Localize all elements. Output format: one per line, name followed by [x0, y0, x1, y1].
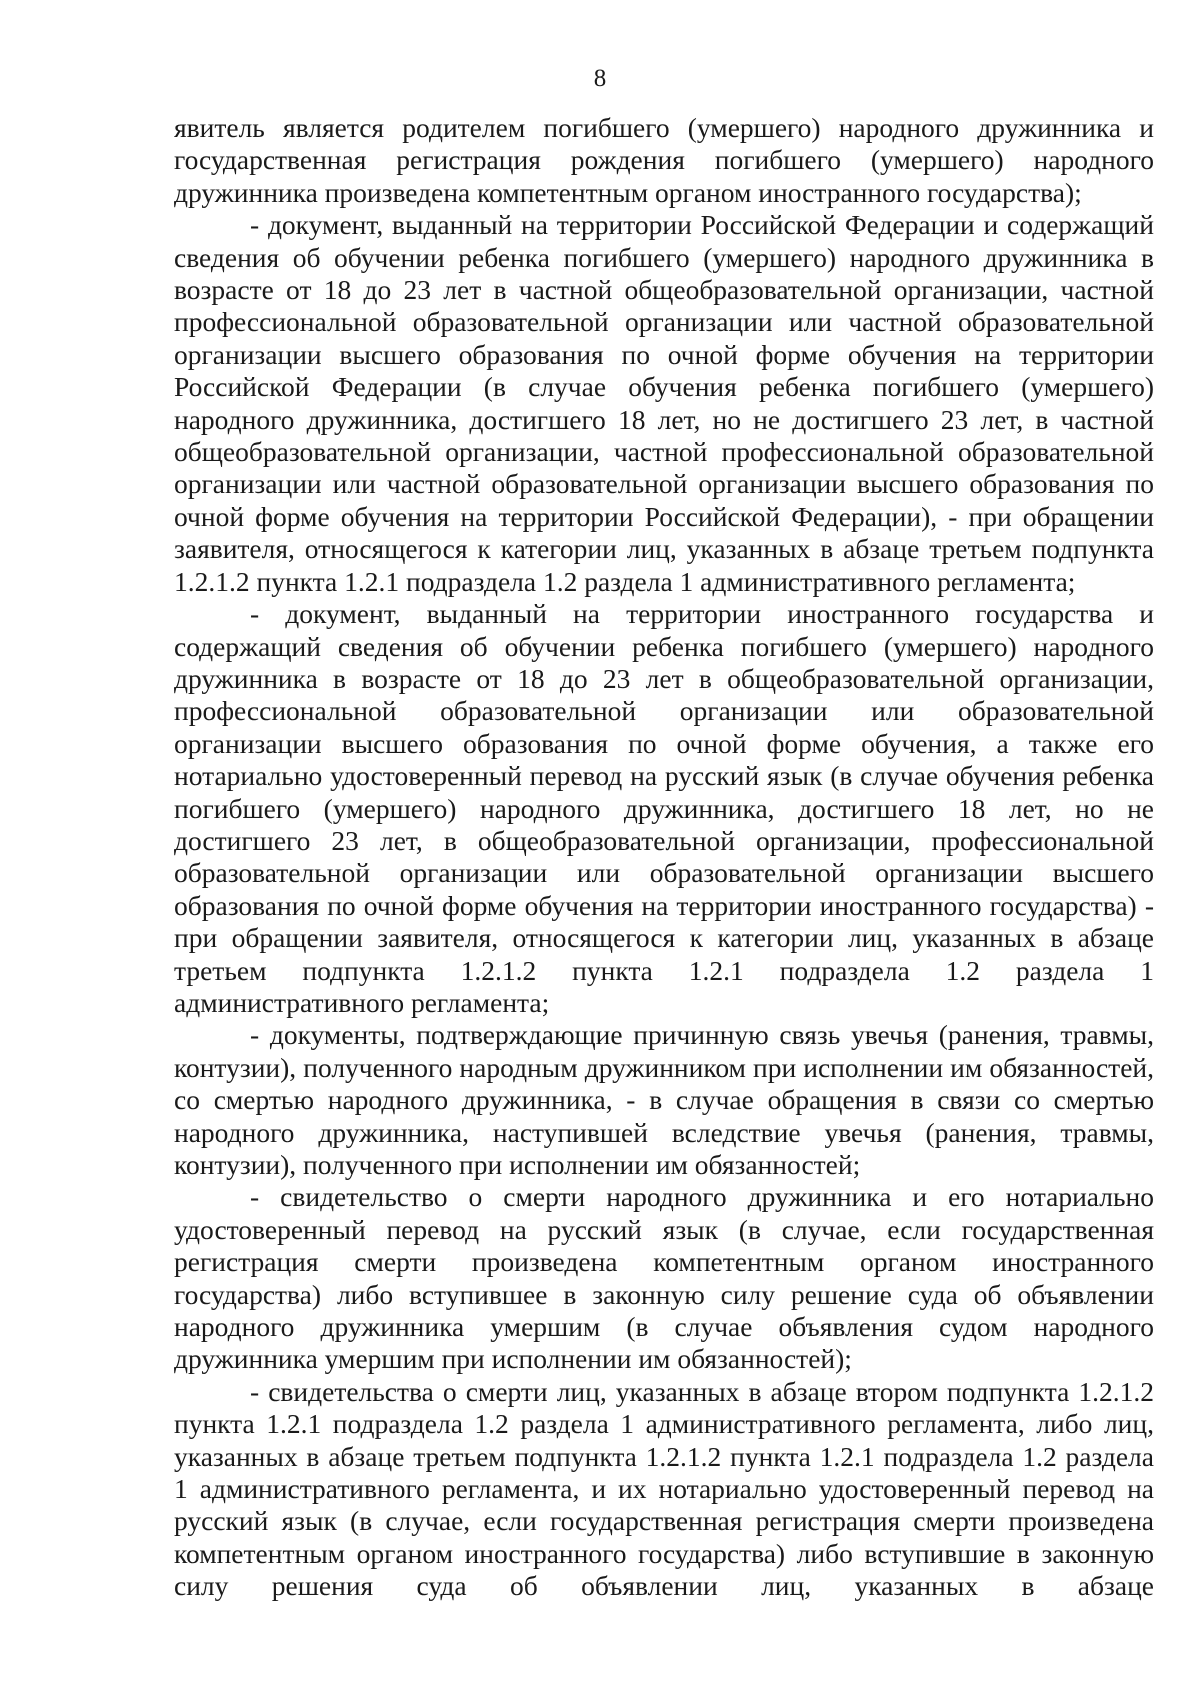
document-body — [174, 112, 1154, 1603]
paragraph-death-certificate: - свидетельство о смерти народного дружинника и его нотариально удостоверенный перевод на русский язык (в случае, если государственная регистрация смерти произведена компетентным органом иностранного государства) либо вступившее в законную силу решение суда об объявлении народного дружинника умершим (в случае объявления судом народного дружинника умершим при исполнении им обязанностей); — [174, 1181, 1154, 1375]
page-number: 8 — [593, 65, 607, 92]
paragraph-causal-link-documents: - документы, подтверждающие причинную связь увечья (ранения, травмы, контузии), полученного народным дружинником при исполнении им обязанностей, со смертью народного дружинника, - в случае обращения в связи со смертью народного дружинника, наступившей вследствие увечья (ранения, травмы, контузии), полученного при исполнении им обязанностей; — [174, 1019, 1154, 1180]
paragraph-death-certificates-persons: - свидетельства о смерти лиц, указанных в абзаце втором подпункта 1.2.1.2 пункта 1.2.1 подраздела 1.2 раздела 1 административного регламента, либо лиц, указанных в абзаце третьем подпункта 1.2.1.2 пункта 1.2.1 подраздела 1.2 раздела 1 административного регламента, и их нотариально удостоверенный перевод на русский язык (в случае, если государственная регистрация смерти произведена компетентным органом иностранного государства) либо вступившие в законную силу решения суда об объявлении лиц, указанных в абзаце — [174, 1375, 1154, 1602]
paragraph-document-rf-education: - документ, выданный на территории Российской Федерации и содержащий сведения об обучении ребенка погибшего (умершего) народного дружинника в возрасте от 18 до 23 лет в частной общеобразовательной организации, частной профессиональной образовательной организации или частной образовательной организации высшего образования по очной форме обучения на территории Российской Федерации (в случае обучения ребенка погибшего (умершего) народного дружинника, достигшего 18 лет, но не достигшего 23 лет, в частной общеобразовательной организации, частной профессиональной образовательной организации или частной образовательной организации высшего образования по очной форме обучения на территории Российской Федерации), - при обращении заявителя, относящегося к категории лиц, указанных в абзаце третьем подпункта 1.2.1.2 пункта 1.2.1 подраздела 1.2 раздела 1 административного регламента; — [174, 209, 1154, 597]
paragraph-continuation: явитель является родителем погибшего (умершего) народного дружинника и государственная регистрация рождения погибшего (умершего) народного дружинника произведена компетентным органом иностранного государства); — [174, 112, 1154, 208]
paragraph-document-foreign-education: - документ, выданный на территории иностранного государства и содержащий сведения об обучении ребенка погибшего (умершего) народного дружинника в возрасте от 18 до 23 лет в общеобразовательной организации, профессиональной образовательной организации или образовательной организации высшего образования по очной форме обучения, а также его нотариально удостоверенный перевод на русский язык (в случае обучения ребенка погибшего (умершего) народного дружинника, достигшего 18 лет, но не достигшего 23 лет, в общеобразовательной организации, профессиональной образовательной организации или образовательной организации высшего образования по очной форме обучения на территории иностранного государства) - при обращении заявителя, относящегося к категории лиц, указанных в абзаце третьем подпункта 1.2.1.2 пункта 1.2.1 подраздела 1.2 раздела 1 административного регламента; — [174, 598, 1154, 1018]
